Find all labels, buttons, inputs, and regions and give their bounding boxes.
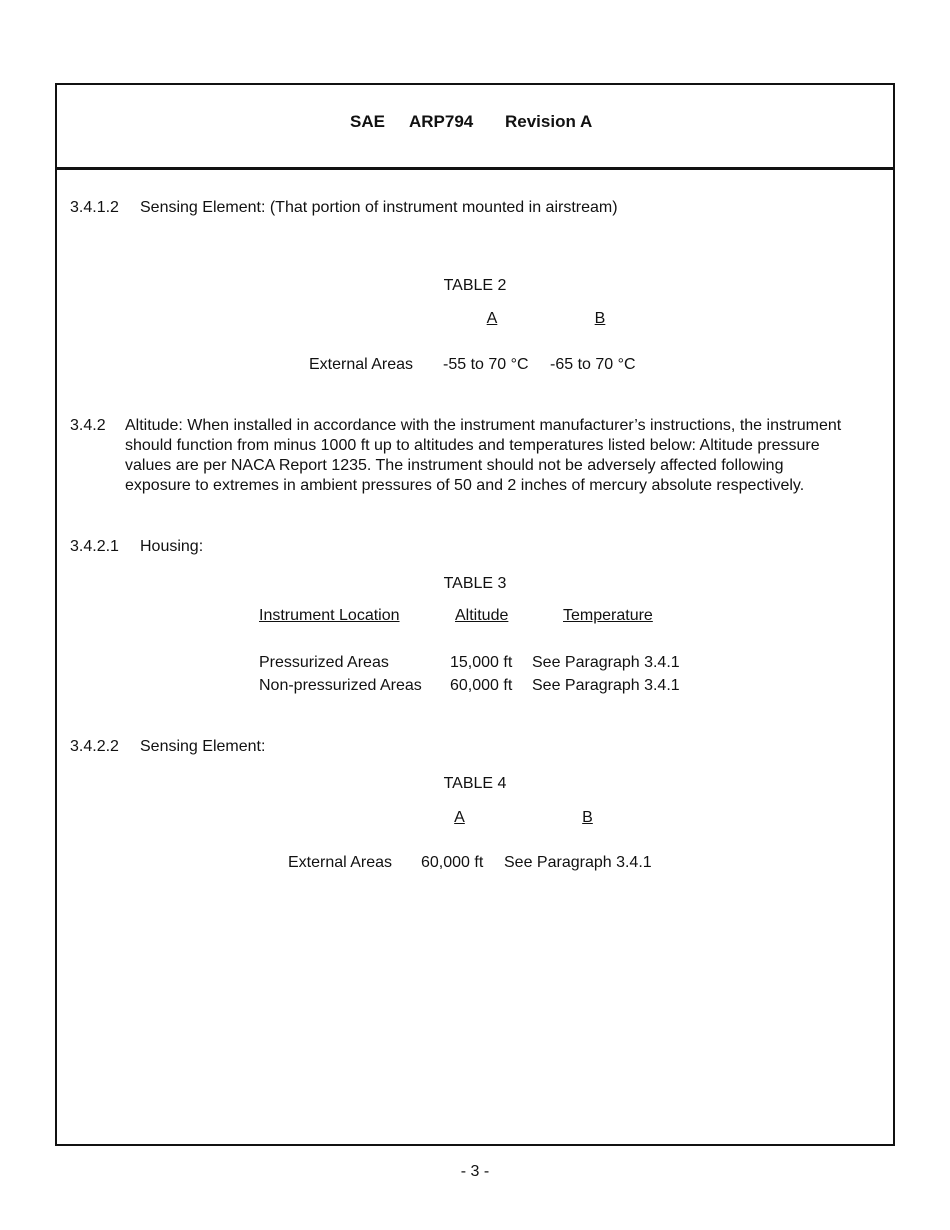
table3-row2-temperature: See Paragraph 3.4.1 [532,677,680,694]
section-title-3422: Sensing Element: [140,738,266,755]
table3-row2-altitude: 60,000 ft [450,677,513,694]
page-number: - 3 - [460,1163,490,1180]
table2-col-b: B [594,310,606,327]
header-doc-number: ARP794 [409,112,474,131]
header-revision: Revision A [505,112,593,131]
section-number-3412: 3.4.1.2 [70,199,119,216]
section-number-3421: 3.4.2.1 [70,538,119,555]
table3-row1-temperature: See Paragraph 3.4.1 [532,654,680,671]
section-number-342: 3.4.2 [70,417,106,434]
table4-value-b: See Paragraph 3.4.1 [504,854,652,871]
table3-caption: TABLE 3 [443,575,507,592]
table4-col-a: A [454,809,465,826]
table3-row1-location: Pressurized Areas [259,654,389,671]
table3-row1-altitude: 15,000 ft [450,654,513,671]
section-title-3421: Housing: [140,538,204,555]
table4-row-label: External Areas [288,854,393,871]
table2-caption: TABLE 2 [443,277,507,294]
table2-value-b: -65 to 70 °C [550,356,636,373]
table4-col-b: B [582,809,593,826]
table2-value-a: -55 to 70 °C [443,356,529,373]
section-body-342: Altitude: When installed in accordance with the instrument manufacturer’s instructions, the instrument should function from minus 1000 ft up to altitudes and temperatures listed below: Altitude pressure values are per NACA Report 1235. The instrument should not be adversely affected following exposure to extremes in ambient pressures of 50 and 2 inches of mercury absolute respectively. [125,417,842,494]
table2-row-label: External Areas [309,356,414,373]
table3-header-temperature: Temperature [563,607,653,624]
table4-value-a: 60,000 ft [421,854,484,871]
table3-row2-location: Non-pressurized Areas [259,677,422,694]
section-title-3412: Sensing Element: (That portion of instrument mounted in airstream) [140,199,618,216]
section-number-3422: 3.4.2.2 [70,738,119,755]
header-org: SAE [350,112,385,131]
table3-header-altitude: Altitude [455,607,509,624]
table3-header-location: Instrument Location [259,607,400,624]
table4-caption: TABLE 4 [443,775,507,792]
header-divider [57,167,893,170]
table2-col-a: A [486,310,498,327]
